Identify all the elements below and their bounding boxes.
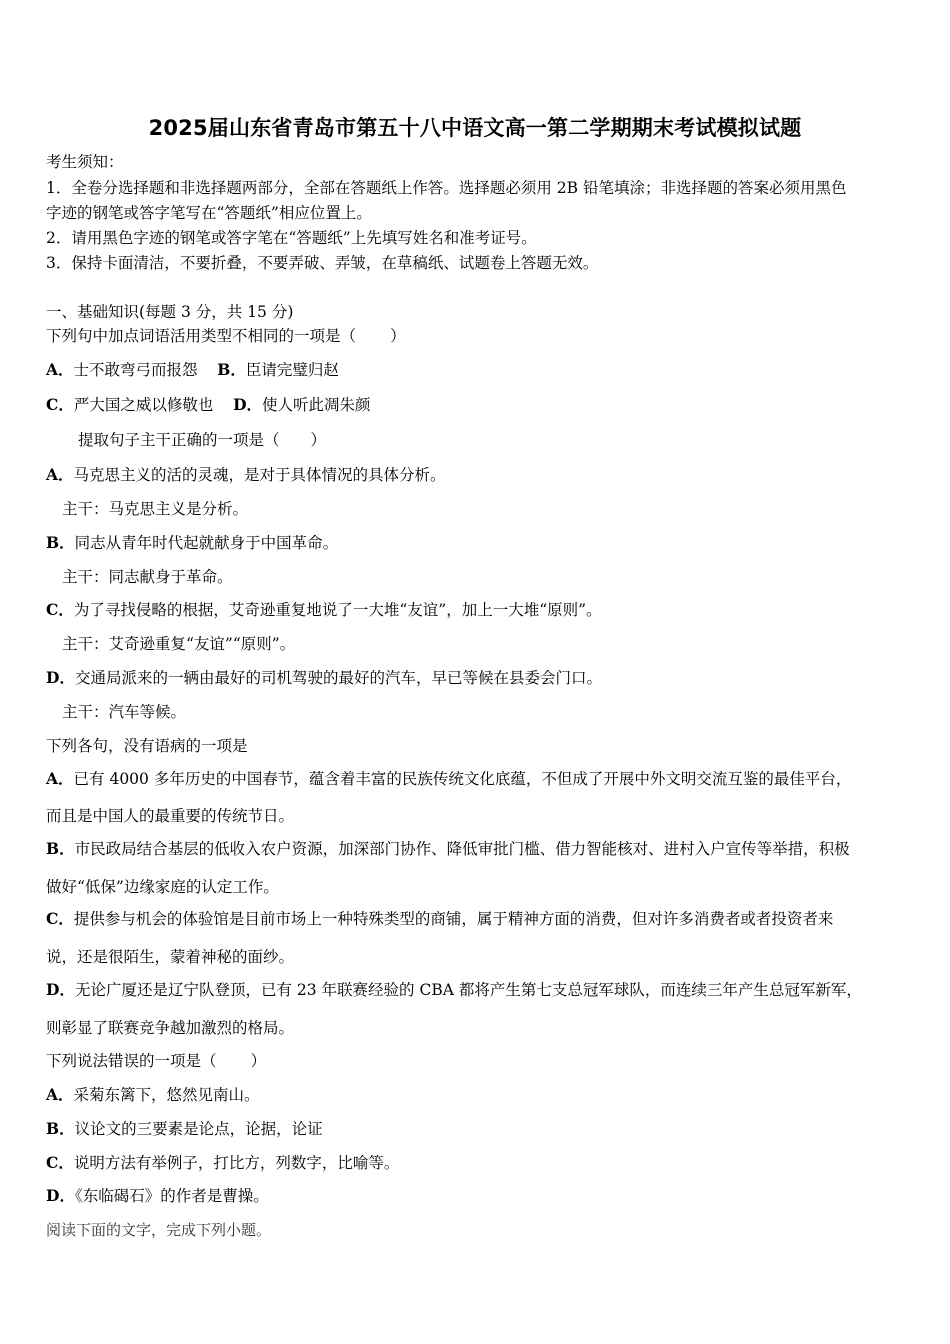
notice-item-1-cont: 字迹的钢笔或答字笔写在“答题纸”相应位置上。 [46,204,372,222]
notice-heading: 考生须知： [46,153,124,171]
option-text: 严大国之威以修敬也 [73,396,214,414]
question-3-option-b: B．市民政局结合基层的低收入农户资源，加深部门协作、降低审批门槛、借力智能核对、进村入户宣传等举措，积极 [46,839,850,858]
option-label: B． [217,360,246,379]
question-3-option-a-cont: 而且是中国人的最重要的传统节日。 [46,807,295,825]
question-3-option-d-cont: 则彰显了联赛竞争越加激烈的格局。 [46,1019,295,1037]
option-label: D． [233,395,263,414]
question-2-option-d: D．交通局派来的一辆由最好的司机驾驶的最好的汽车，早已等候在县委会门口。 [46,668,602,687]
notice-item-3: 3．保持卡面清洁，不要折叠，不要弄破、弄皱，在草稿纸、试题卷上答题无效。 [46,254,599,272]
question-1-options-ab [46,360,339,380]
notice-item-1: 1．全卷分选择题和非选择题两部分，全部在答题纸上作答。选择题必须用 2B 铅笔填涂；非选择题的答案必须用黑色 [46,179,847,197]
question-2-option-b-sub: 主干：同志献身于革命。 [62,568,233,586]
question-4-option-b: B．议论文的三要素是论点，论据，论证 [46,1119,323,1138]
reading-instruction: 阅读下面的文字，完成下列小题。 [46,1221,272,1239]
question-3-option-a: A．已有 4000 多年历史的中国春节，蕴含着丰富的民族传统文化底蕴，不但成了开展中外文明交流互鉴的最佳平台， [46,769,852,788]
question-2-option-a: A．马克思主义的活的灵魂，是对于具体情况的具体分析。 [46,465,446,484]
question-3-option-c: C．提供参与机会的体验馆是目前市场上一种特殊类型的商铺，属于精神方面的消费，但对许多消费者或者投资者来 [46,909,834,928]
question-3-option-b-cont: 做好“低保”边缘家庭的认定工作。 [46,878,279,896]
question-2-option-b: B．同志从青年时代起就献身于中国革命。 [46,533,339,552]
question-4-option-a: A．采菊东篱下，悠然见南山。 [46,1085,260,1104]
question-2-option-c: C．为了寻找侵略的根据，艾奇逊重复地说了一大堆“友谊”，加上一大堆“原则”。 [46,600,602,619]
option-text: 臣请完璧归赵 [245,361,339,379]
question-2-option-a-sub: 主干：马克思主义是分析。 [62,500,249,518]
question-4-stem: 下列说法错误的一项是（ ） [46,1052,267,1070]
question-2-option-c-sub: 主干：艾奇逊重复“友谊”“原则”。 [62,635,296,653]
question-4-option-d: D．《东临碣石》的作者是曹操。 [46,1186,269,1205]
notice-item-2: 2．请用黑色字迹的钢笔或答字笔在“答题纸”上先填写姓名和准考证号。 [46,229,537,247]
option-label: C． [46,395,74,414]
page-title: 2025届山东省青岛市第五十八中语文高一第二学期期末考试模拟试题 [148,116,802,140]
question-3-stem: 下列各句，没有语病的一项是 [46,737,248,755]
option-text: 士不敢弯弓而报怨 [73,361,198,379]
question-4-option-c: C．说明方法有举例子，打比方，列数字，比喻等。 [46,1153,400,1172]
question-1-options-cd [46,395,371,415]
question-3-option-d: D．无论广厦还是辽宁队登顶，已有 23 年联赛经验的 CBA 都将产生第七支总冠军球队，而连续三年产生总冠军新军， [46,980,862,999]
question-2-stem: 提取句子主干正确的一项是（ ） [78,431,327,449]
question-3-option-c-cont: 说，还是很陌生，蒙着神秘的面纱。 [46,948,295,966]
question-2-option-d-sub: 主干：汽车等候。 [62,703,187,721]
section-heading: 一、基础知识(每题 3 分，共 15 分) [46,303,294,321]
option-label: A． [46,360,74,379]
option-text: 使人听此凋朱颜 [262,396,371,414]
question-1-stem: 下列句中加点词语活用类型不相同的一项是（ ） [46,327,406,345]
